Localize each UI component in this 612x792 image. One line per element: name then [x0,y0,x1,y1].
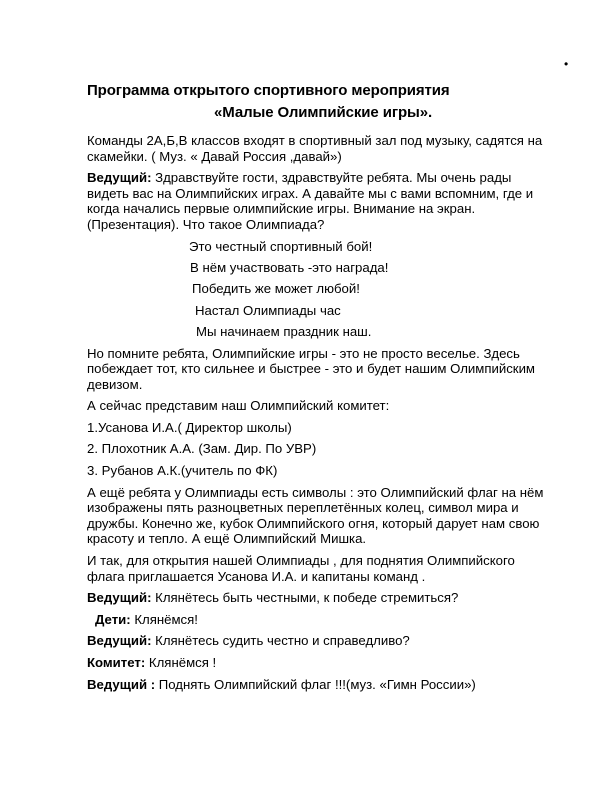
dialogue-line [87,633,547,649]
poem [87,239,547,346]
dialogue-line [87,612,547,628]
page-mark: • [564,57,569,71]
committee-intro: А сейчас представим наш Олимпийский комитет: [87,398,390,414]
speech-text: Клянёмся ! [145,655,217,671]
title-line-2: «Малые Олимпийские игры». [214,104,433,121]
motto-paragraph: Но помните ребята, Олимпийские игры - это не просто веселье. Здесь побеждает тот, кто сильнее и быстрее - это и будет нашим Олимпийским девизом. [87,345,535,392]
document-body [87,133,547,698]
speaker-label: Дети: [95,611,131,627]
dialogue-line [87,677,547,693]
poem-line: Мы начинаем праздник наш. [196,324,372,340]
committee-member: 3. Рубанов А.К.(учитель по ФК) [87,463,278,479]
host-greeting-paragraph [87,170,547,232]
speech-text: Клянёмся! [130,611,198,627]
opening-paragraph: И так, для открытия нашей Олимпиады , для поднятия Олимпийского флага приглашается Усанова И.А. и капитаны команд . [87,553,515,584]
dialogue-line [87,655,547,671]
intro-paragraph: Команды 2А,Б,В классов входят в спортивный зал под музыку, садятся на скамейки. ( Муз. « Давай Россия ,давай») [87,133,543,164]
speaker-label: Ведущий: [87,633,152,649]
speaker-label: Ведущий: [87,170,152,186]
speech-text: Здравствуйте гости, здравствуйте ребята. Мы очень рады видеть вас на Олимпийских играх. А давайте мы с вами вспомним, где и когда начались первые олимпийские игры. Внимание на экран. (Презентация). Что такое Олимпиада? [87,170,534,232]
poem-line: В нём участвовать -это награда! [190,259,389,275]
poem-line: Победить же может любой! [192,281,360,297]
speaker-label: Комитет: [87,655,146,671]
poem-line: Настал Олимпиады час [195,302,341,318]
speech-text: Поднять Олимпийский флаг !!!(муз. «Гимн России») [155,676,476,692]
poem-line: Это честный спортивный бой! [189,238,373,254]
speaker-label: Ведущий : [87,676,156,692]
committee-member: 2. Плохотник А.А. (Зам. Дир. По УВР) [87,441,317,457]
speech-text: Клянётесь судить честно и справедливо? [151,633,410,649]
symbols-paragraph: А ещё ребята у Олимпиады есть символы : это Олимпийский флаг на нём изображены пять разноцветных переплетённых колец, символ мира и дружбы. Конечно же, кубок Олимпийского огня, который дарует нам свою красоту и тепло. А ещё Олимпийский Мишка. [87,484,544,547]
speech-text: Клянётесь быть честными, к победе стремиться? [151,590,459,606]
title-line-1: Программа открытого спортивного мероприятия [87,82,450,99]
speaker-label: Ведущий: [87,590,152,606]
committee-member: 1.Усанова И.А.( Директор школы) [87,419,292,435]
dialogue-line [87,590,547,606]
page-title [87,80,527,124]
